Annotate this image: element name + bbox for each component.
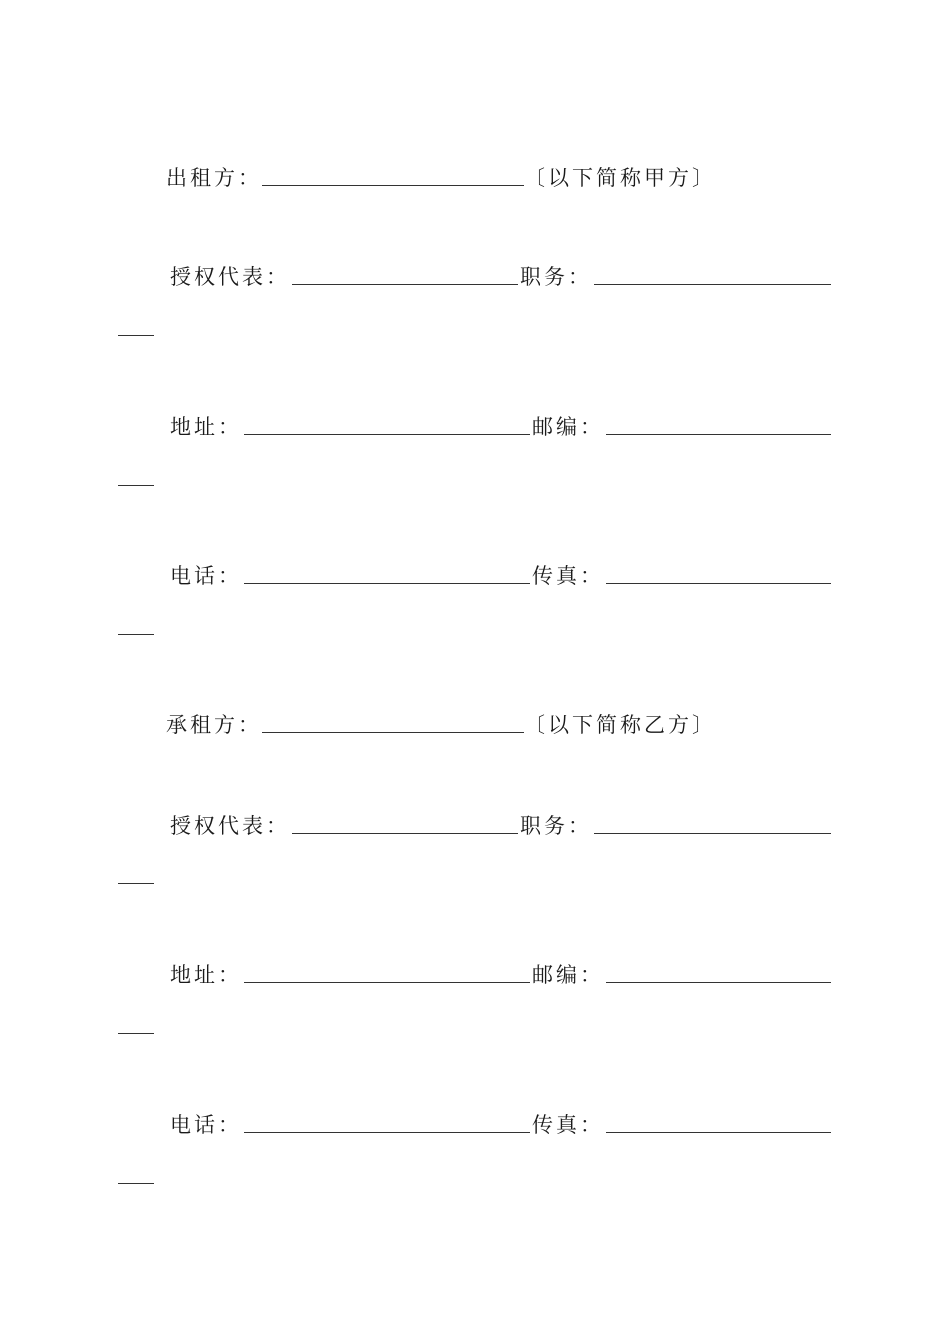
lessee-name-label: 承租方：: [166, 713, 262, 737]
lessor-fax-blank-cont[interactable]: [118, 634, 154, 635]
lessee-title-blank-cont[interactable]: [118, 883, 154, 884]
lessor-name-suffix: 〔以下简称甲方〕: [524, 166, 716, 190]
lessee-postcode-blank[interactable]: [606, 982, 831, 983]
lessor-fax-blank[interactable]: [606, 583, 831, 584]
lessee-phone-blank[interactable]: [244, 1132, 530, 1133]
lessor-rep-blank[interactable]: [292, 284, 518, 285]
lessee-rep-label: 授权代表：: [170, 814, 290, 838]
lessee-postcode-blank-cont[interactable]: [118, 1033, 154, 1034]
lessee-fax-blank[interactable]: [606, 1132, 831, 1133]
lessor-name-blank[interactable]: [262, 185, 524, 186]
lessor-postcode-blank[interactable]: [606, 434, 831, 435]
lessor-postcode-blank-cont[interactable]: [118, 485, 154, 486]
lessor-phone-blank[interactable]: [244, 583, 530, 584]
lessor-fax-label: 传真：: [532, 564, 604, 588]
lessee-title-label: 职务：: [520, 814, 592, 838]
lessee-fax-blank-cont[interactable]: [118, 1183, 154, 1184]
lessee-name-blank[interactable]: [262, 732, 524, 733]
lessor-title-blank-cont[interactable]: [118, 335, 154, 336]
lessor-title-blank[interactable]: [594, 284, 831, 285]
lessee-phone-label: 电话：: [170, 1113, 242, 1137]
lessor-rep-label: 授权代表：: [170, 265, 290, 289]
lessor-address-label: 地址：: [170, 415, 242, 439]
lessee-postcode-label: 邮编：: [532, 963, 604, 987]
lessee-address-blank[interactable]: [244, 982, 530, 983]
lessee-address-label: 地址：: [170, 963, 242, 987]
lessee-rep-blank[interactable]: [292, 833, 518, 834]
lessee-fax-label: 传真：: [532, 1113, 604, 1137]
lessor-postcode-label: 邮编：: [532, 415, 604, 439]
lessee-name-suffix: 〔以下简称乙方〕: [524, 713, 716, 737]
lessor-phone-label: 电话：: [170, 564, 242, 588]
lessor-address-blank[interactable]: [244, 434, 530, 435]
lessor-name-label: 出租方：: [166, 166, 262, 190]
lessee-title-blank[interactable]: [594, 833, 831, 834]
lessor-title-label: 职务：: [520, 265, 592, 289]
